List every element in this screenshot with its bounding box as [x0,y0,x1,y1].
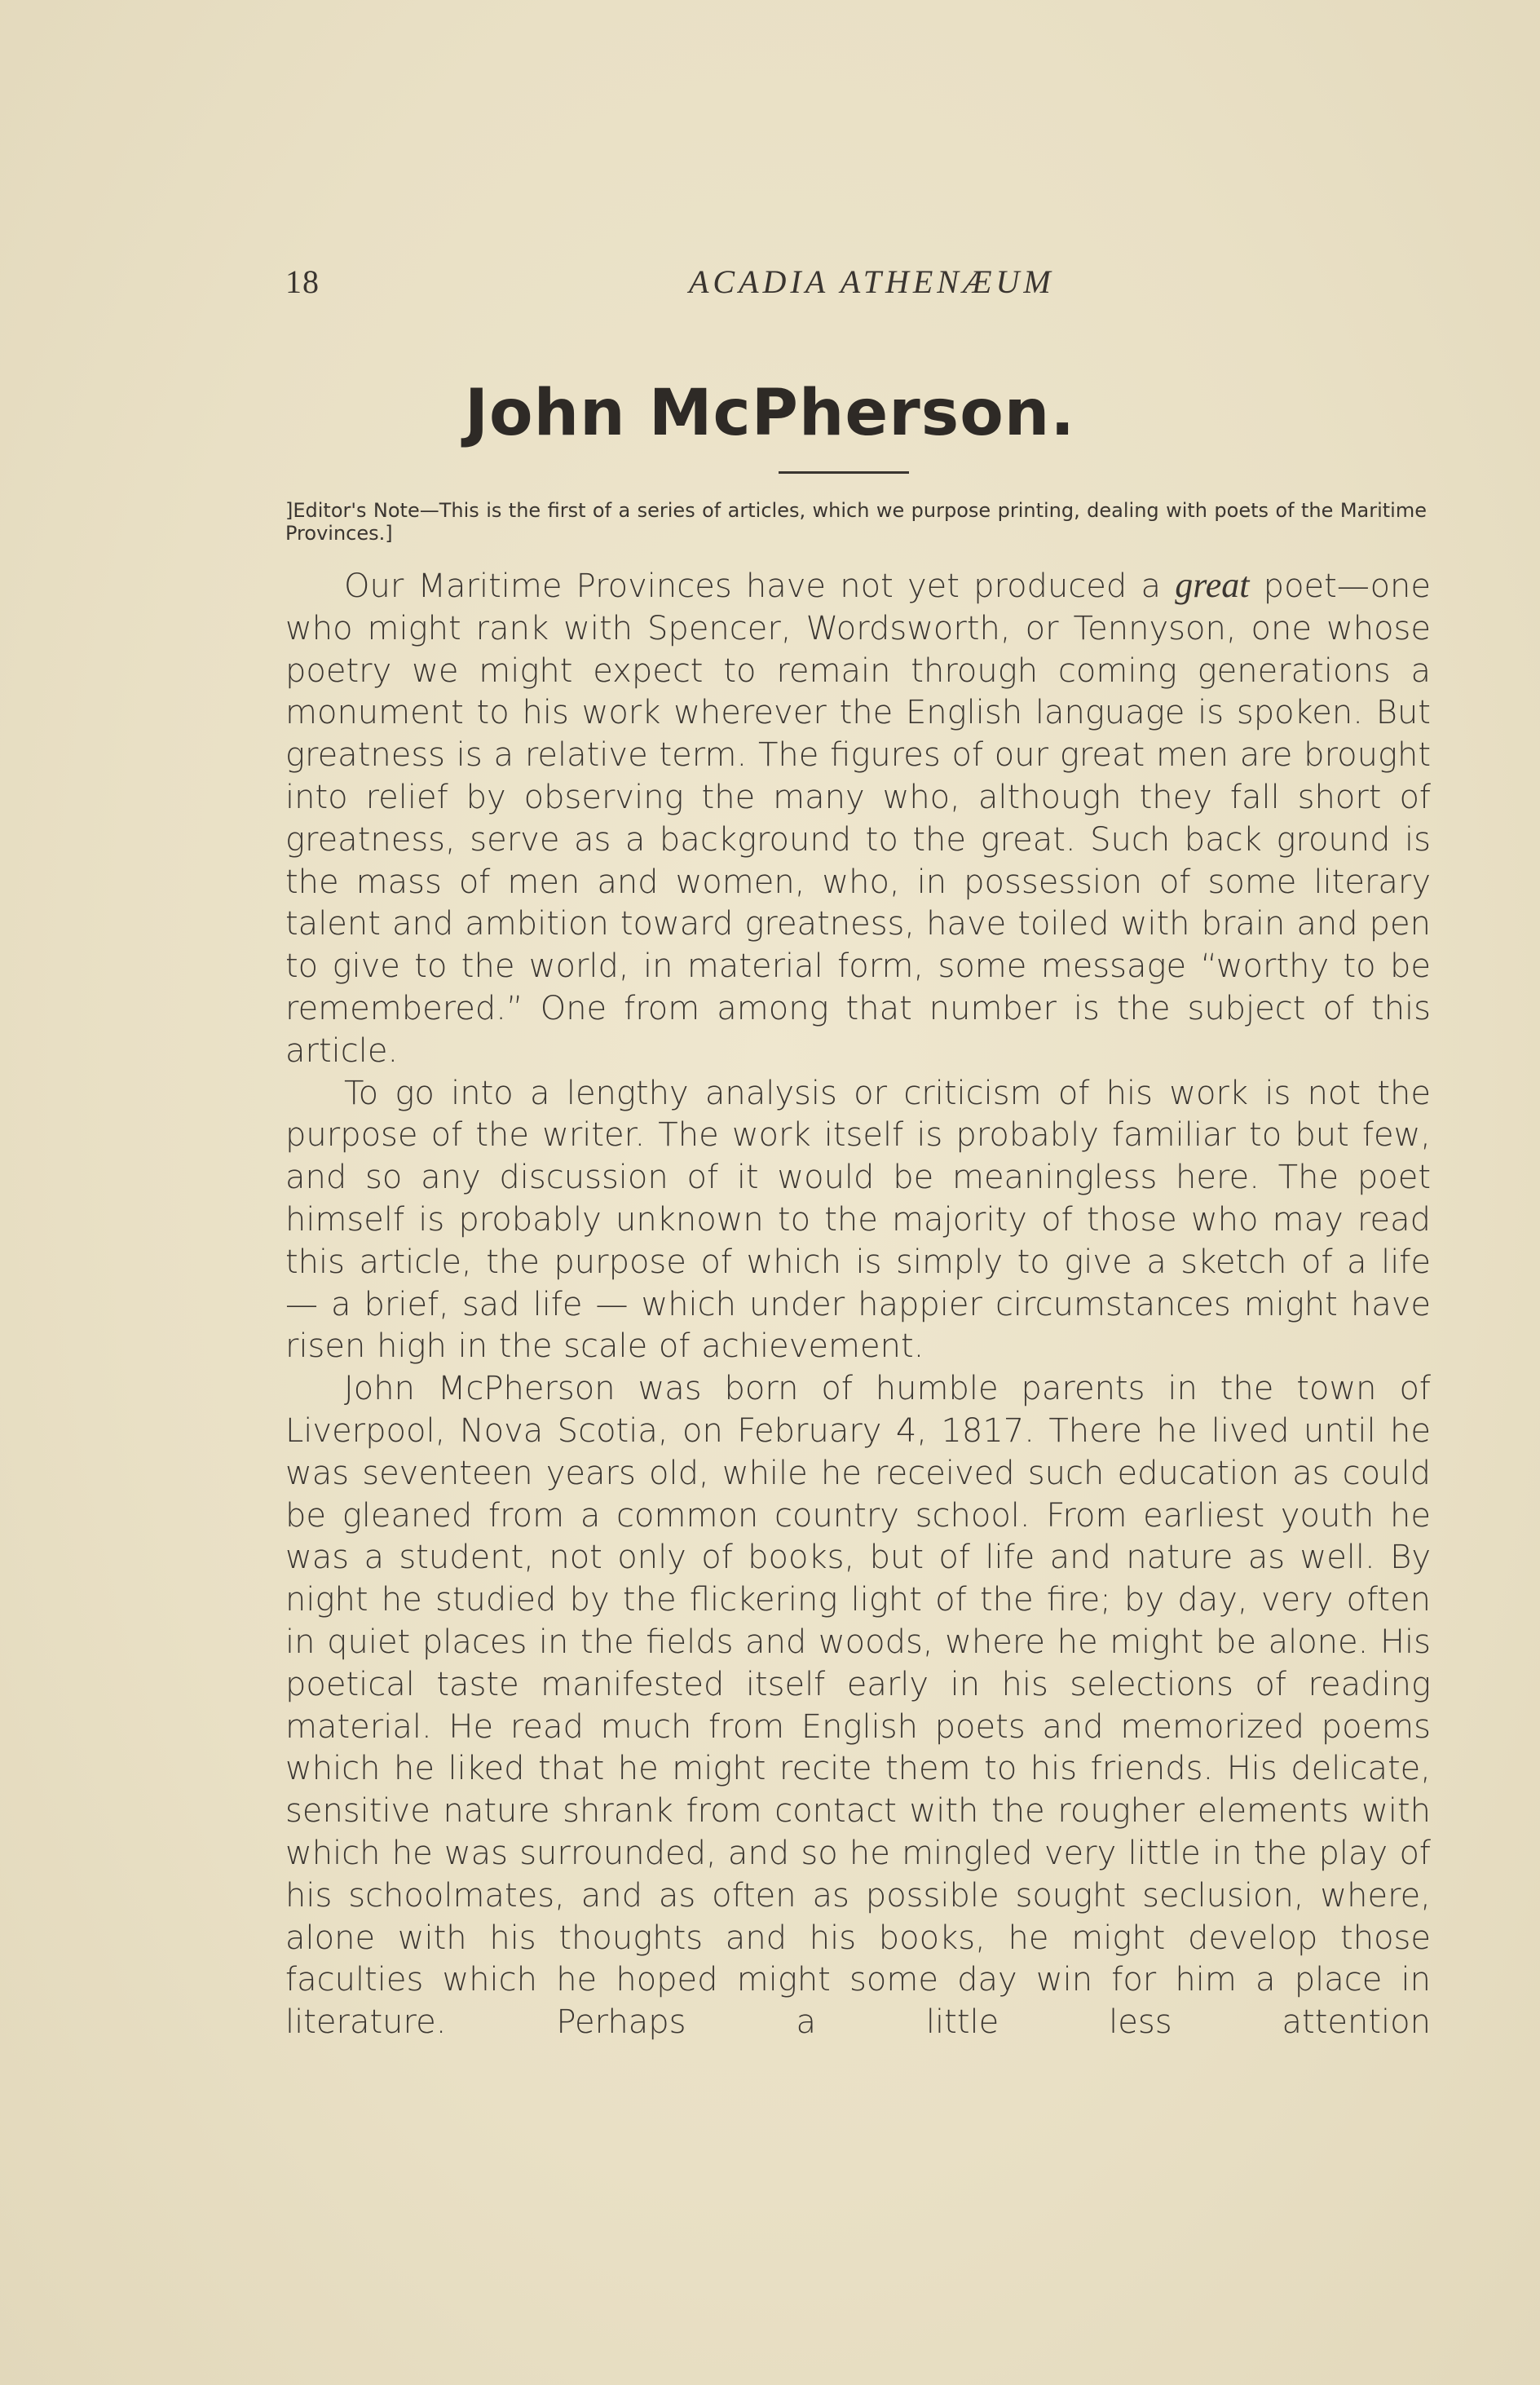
paragraph-1-rest: poet—one who might rank with Spencer, Wordsworth, or Tennyson, one whose poetry we might expect to remain through coming generations a monument to his work wherever the English language is spoken. But greatness is a relative term. The figures of our great men are brought into relief by observing the many who, although they fall short of greatness, serve as a background to the great. Such back ground is the mass of men and women, who, in possession of some literary talent and ambition toward greatness, have toiled with brain and pen to give to the world, in material form, some message “worthy to be remembered.” One from among that number is the subject of this article. [285,568,1432,1070]
paragraph-2: To go into a lengthy analysis or criticism of his work is not the purpose of the writer. The work itself is probably familiar to but few, and so any discussion of it would be meaningless here. The poet himself is probably unknown to the majority of those who may read this article, the purpose of which is simply to give a sketch of a life — a brief, sad life — which under happier circumstances might have risen high in the scale of achievement. [285,1074,1431,1366]
emphasis-great: great [1175,565,1250,605]
article-title: John McPherson. [465,377,1075,450]
paragraph-1-start: Our Maritime Provinces have not yet produced a [344,568,1176,605]
running-header [285,263,1423,311]
paragraph-1 [285,564,1431,1073]
paragraph-3: John McPherson was born of humble parents in the town of Liverpool, Nova Scotia, on February 4, 1817. There he lived until he was seventeen years old, while he received such education as could be gleaned from a common country school. From earliest youth he was a student, not only of books, but of life and nature as well. By night he studied by the flickering light of the fire; by day, very often in quiet places in the fields and woods, where he might be alone. His poetical taste manifested itself early in his selections of reading material. He read much from English poets and memorized poems which he liked that he might recite them to his friends. His delicate, sensitive nature shrank from contact with the rougher elements with which he was surrounded, and so he mingled very little in the play of his schoolmates, and as often as possible sought seclusion, where, alone with his thoughts and his books, he might develop those faculties which he hoped might some day win for him a place in literature. Perhaps a little less attention [285,1370,1431,2042]
editor-note: ]Editor's Note—This is the first of a series of articles, which we purpose printing, dealing with poets of the Maritime Provinces.] [285,499,1427,545]
article-body [285,564,1431,2044]
journal-title: ACADIA ATHENÆUM [689,263,1055,300]
page-number: 18 [285,263,320,300]
title-divider [779,471,909,474]
